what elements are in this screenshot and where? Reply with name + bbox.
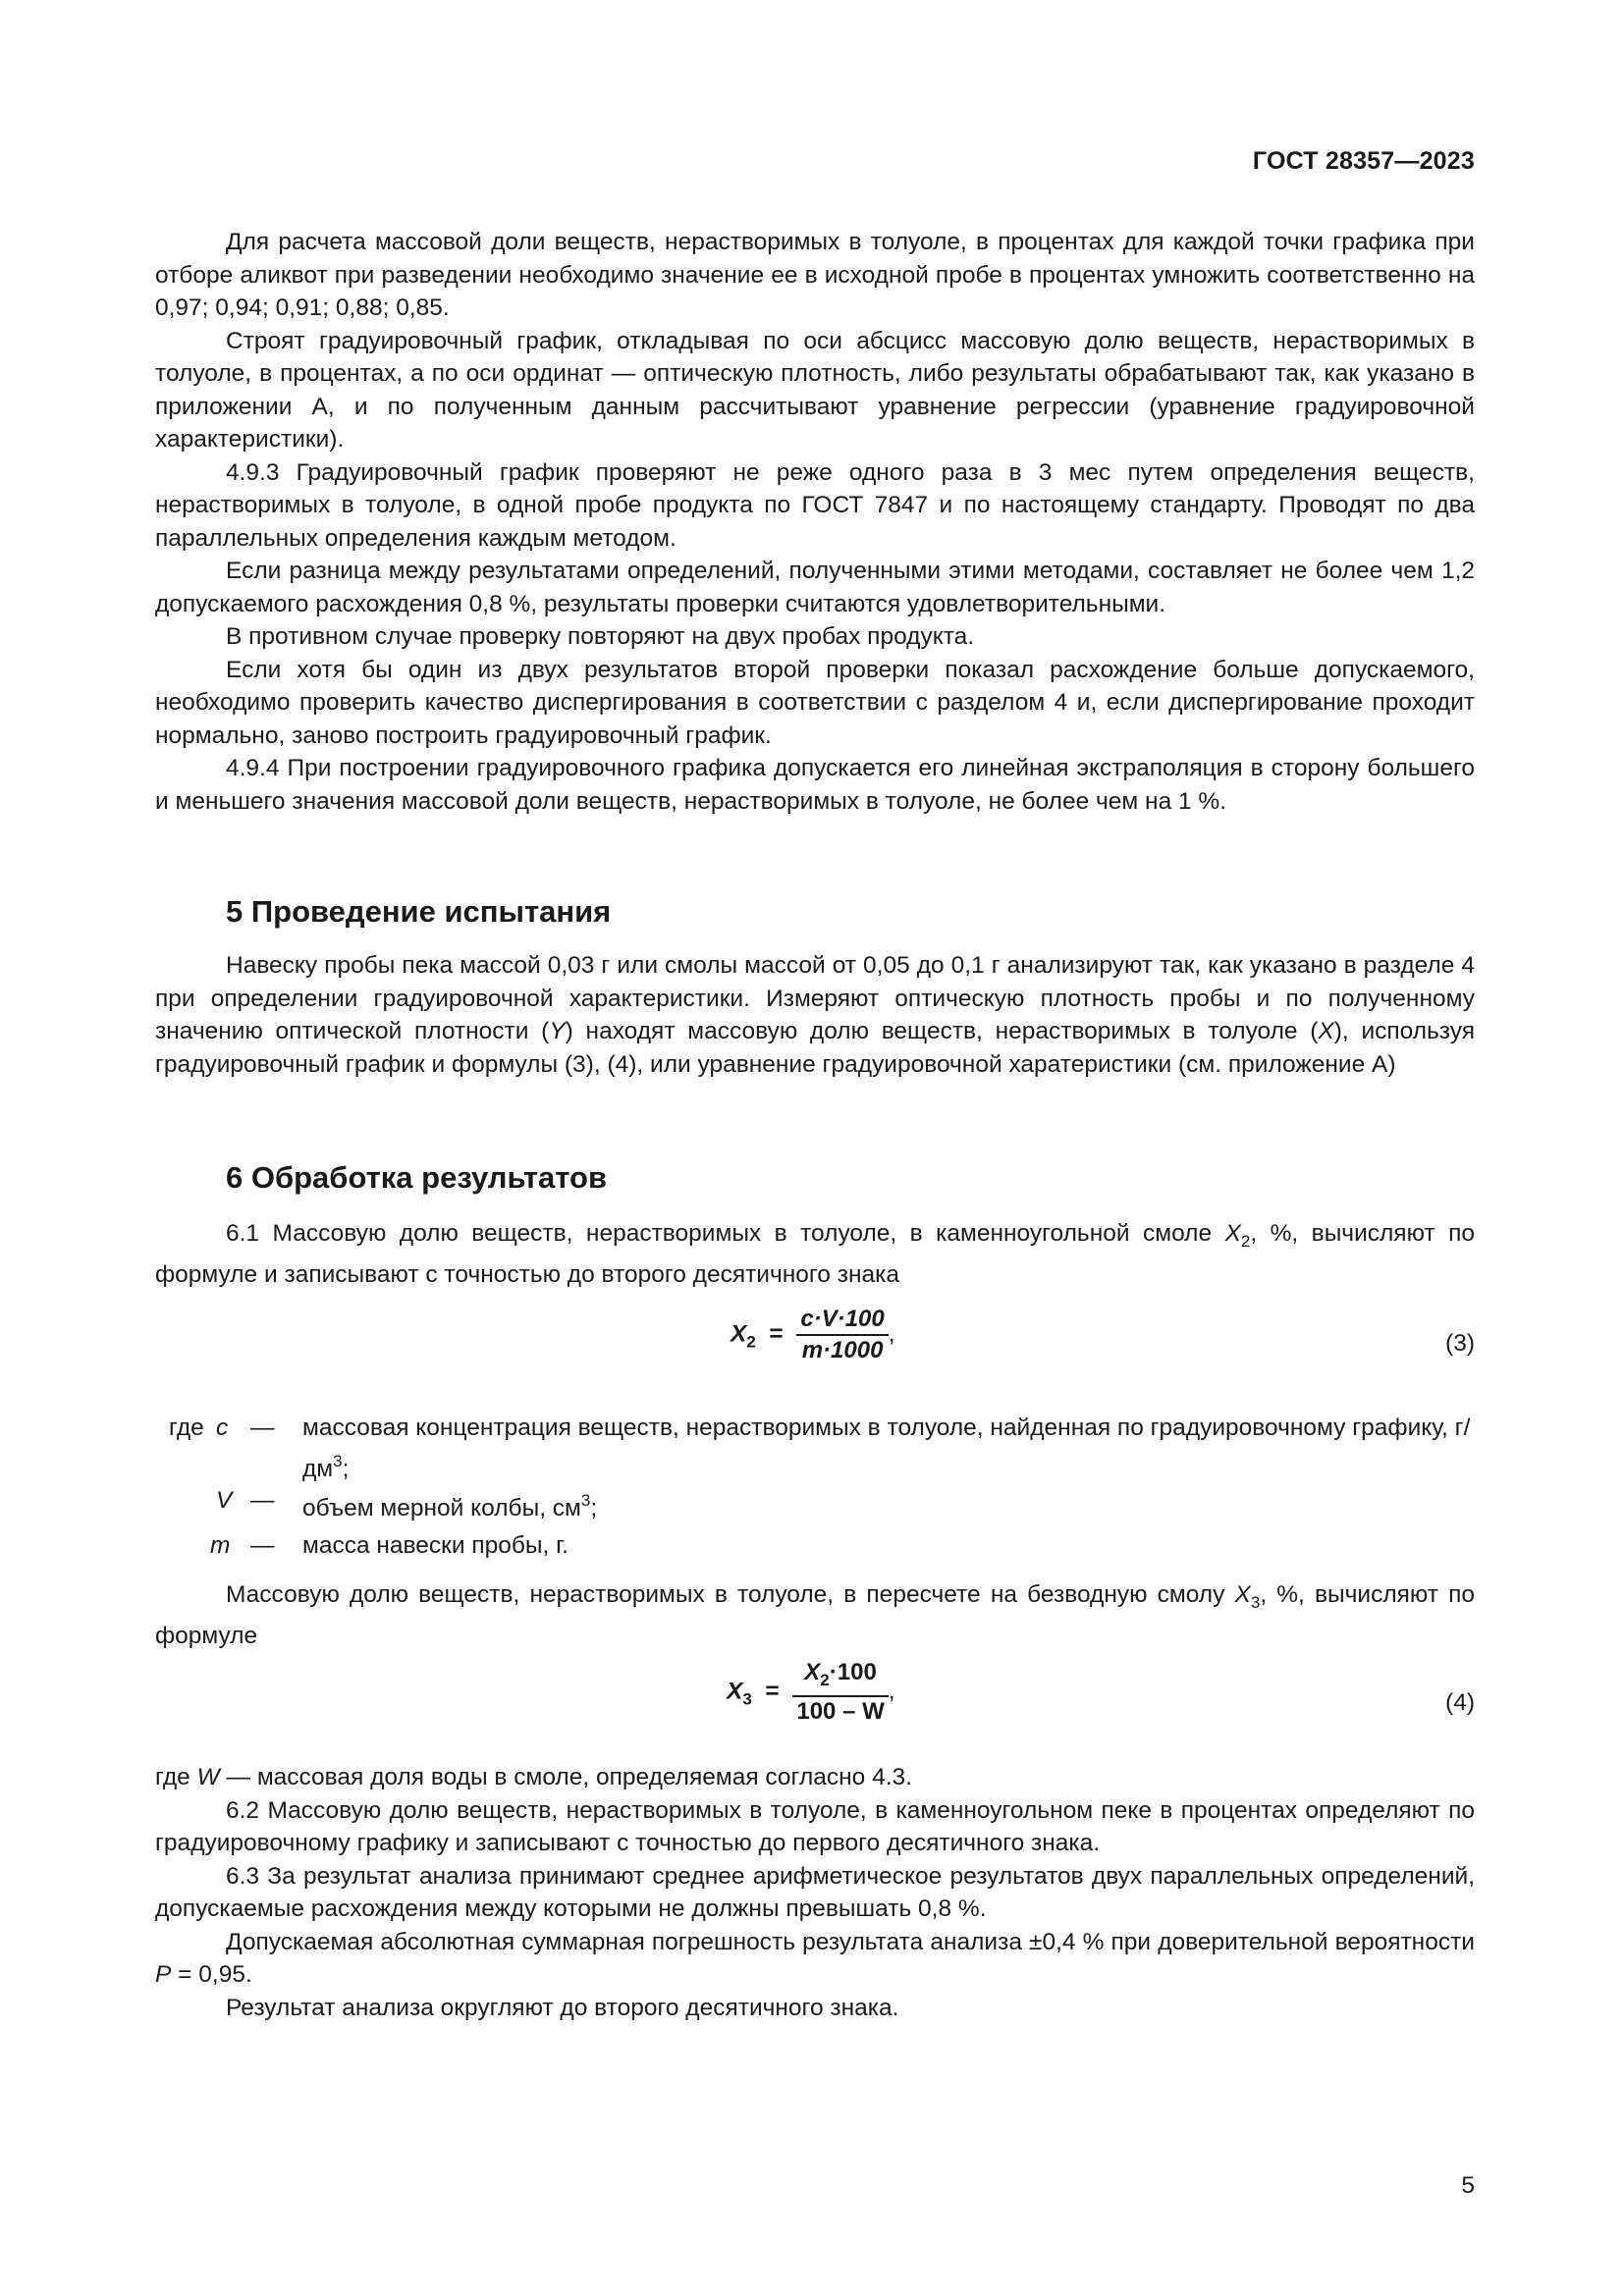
formula-3-denominator: m·1000	[801, 1337, 884, 1363]
paragraph: Навеску пробы пека массой 0,03 г или смолы массой от 0,05 до 0,1 г анализируют так, как указано в разделе 4 при определении градуировочной характеристики. Измеряют оптическую плотность пробы и по полученному значению оптической плотности (Y) находят массовую долю веществ, нерастворимых в толуоле (X), используя градуировочный график и формулы (3), (4), или уравнение градуировочной харатеристики (см. приложение А)	[155, 952, 1475, 1078]
formula-4: $X_3$ = $\frac{X_2\cdot 100}{100 - W}$ ,	[727, 1659, 895, 1725]
legend-row-m: m — масса навески пробы, г.	[210, 1532, 568, 1559]
equation-number-3: (3)	[1445, 1330, 1475, 1357]
section-6-rest-text	[155, 1761, 1475, 2024]
section-4-9-text	[155, 226, 1475, 818]
x3-intro-text	[155, 1578, 1475, 1652]
equation-number-4: (4)	[1445, 1689, 1475, 1716]
paragraph: 4.9.4 При построении градуировочного графика допускается его линейная экстраполяция в сторону большего и меньшего значения массовой доли веществ, нерастворимых в толуоле, не более чем на 1 %.	[155, 755, 1475, 815]
paragraph: Если разница между результатами определений, полученными этими методами, составляет не более чем 1,2 допускаемого расхождения 0,8 %, результаты проверки считаются удовлетворительными.	[155, 558, 1475, 617]
paragraph: Массовую долю веществ, нерастворимых в толуоле, в пересчете на безводную смолу $X_3$, %, вычисляют по формуле	[155, 1581, 1475, 1649]
paragraph: Результат анализа округляют до второго десятичного знака.	[226, 1994, 899, 2021]
formula-4-numerator: $X_2\cdot 100$	[792, 1659, 888, 1697]
section-6-1-text	[155, 1217, 1475, 1291]
section-5-heading: 5 Проведение испытания	[226, 894, 612, 929]
formula-4-denominator: 100 – W	[796, 1698, 885, 1725]
paragraph: Строят градуировочный график, откладывая по оси абсцисс массовую долю веществ, нерастворимых в толуоле, в процентах, а по оси ординат — оптическую плотность, либо результаты обрабатывают так, как указано в приложении А, и по полученным данным рассчитывают уравнение регрессии (уравнение градуировочной характеристики).	[155, 327, 1475, 453]
section-5-text	[155, 949, 1475, 1081]
paragraph: Допускаемая абсолютная суммарная погрешность результата анализа ±0,4 % при доверительной вероятности P = 0,95.	[155, 1928, 1475, 1988]
paragraph: Если хотя бы один из двух результатов второй проверки показал расхождение больше допускаемого, необходимо проверить качество диспергирования в соответствии с разделом 4 и, если диспергирование проходит нормально, заново построить градуировочный график.	[155, 656, 1475, 749]
paragraph: 6.1 Массовую долю веществ, нерастворимых в толуоле, в каменноугольной смоле $X_2$, %, вычисляют по формуле и записывают с точностью до второго десятичного знака	[155, 1220, 1475, 1288]
paragraph: Для расчета массовой доли веществ, нерастворимых в толуоле, в процентах для каждой точки графика при отборе аликвот при разведении необходимо значение ее в исходной пробе в процентах умножить соответственно на 0,97; 0,94; 0,91; 0,88; 0,85.	[155, 229, 1475, 321]
document-id: ГОСТ 28357—2023	[1252, 147, 1475, 175]
section-6-heading: 6 Обработка результатов	[226, 1160, 608, 1195]
paragraph: 6.3 За результат анализа принимают среднее арифметическое результатов двух параллельных определений, допускаемые расхождения между которыми не должны превышать 0,8 %.	[155, 1862, 1475, 1922]
paragraph: где W — массовая доля воды в смоле, определяемая согласно 4.3.	[155, 1764, 912, 1790]
paragraph: 4.9.3 Градуировочный график проверяют не реже одного раза в 3 мес путем определения веществ, нерастворимых в толуоле, в одной пробе продукта по ГОСТ 7847 и по настоящему стандарту. Проводят по два параллельных определения каждым методом.	[155, 458, 1475, 552]
legend-row-v: V — объем мерной колбы, $см^3$;	[216, 1487, 598, 1522]
formula-3-legend	[155, 1412, 1475, 1563]
formula-3-numerator: c·V·100	[796, 1306, 888, 1336]
legend-row-c: где c — массовая концентрация веществ, нерастворимых в толуоле, найденная по градуировочному графику, $г/дм^3$;	[169, 1415, 1471, 1482]
paragraph: 6.2 Массовую долю веществ, нерастворимых в толуоле, в каменноугольном пеке в процентах определяют по градуировочному графику и записывают с точностью до первого десятичного знака.	[155, 1796, 1475, 1856]
page-number: 5	[1461, 2172, 1475, 2199]
paragraph: В противном случае проверку повторяют на двух пробах продукта.	[226, 623, 975, 650]
formula-3: $X_2$ = $\frac{c\cdot V\cdot 100}{m\cdot 1000}$ ,	[731, 1306, 895, 1363]
